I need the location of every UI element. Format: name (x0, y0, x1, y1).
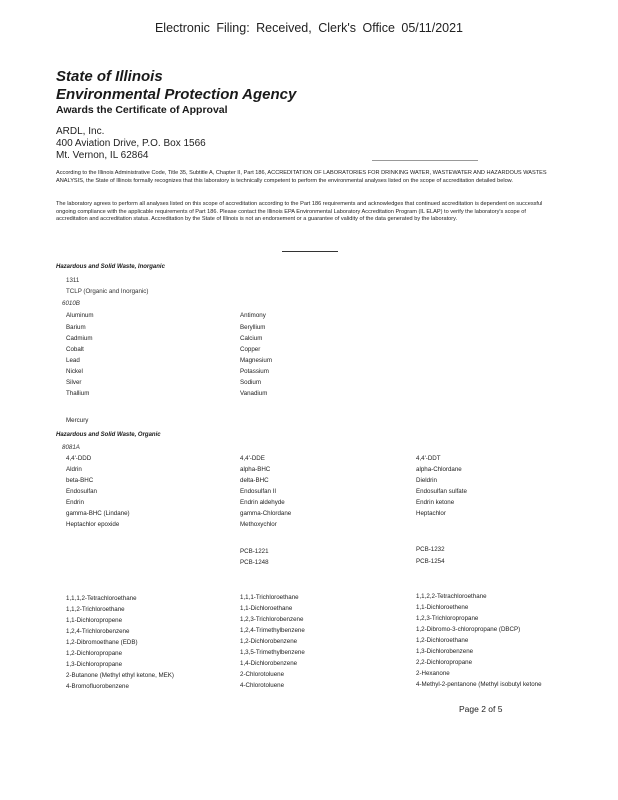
analyte: Cobalt (66, 346, 84, 353)
analyte: Antimony (240, 312, 266, 319)
analyte: Endrin (66, 499, 84, 506)
accreditation-paragraph: According to the Illinois Administrative Code, Title 35, Subtitle A, Chapter II, Part 186, ACCREDITATION OF LABORATORIES FOR DRINKING WATER, WASTEWATER AND HAZARDOUS WASTES ANALYSIS, the State of Illinois formally recognizes that this laboratory is technically competent to perform the environmental analyses listed on the scope of accreditation detailed below. (56, 170, 547, 184)
analyte: 1,1,1,2-Tetrachloroethane (66, 595, 137, 602)
analyte: PCB-1254 (416, 558, 445, 565)
analyte: 4,4'-DDD (66, 455, 92, 462)
analyte: alpha-Chlordane (416, 466, 462, 473)
signature-line (372, 160, 478, 161)
analyte: 1,1-Dichloroethane (240, 605, 293, 612)
state-title: State of Illinois (56, 68, 163, 85)
analyte: 4,4'-DDT (416, 455, 441, 462)
analyte: Potassium (240, 368, 269, 375)
analyte: 2-Hexanone (416, 670, 450, 677)
analyte: 1,2,4-Trichlorobenzene (66, 628, 130, 635)
lab-city: Mt. Vernon, IL 62864 (56, 150, 149, 161)
analyte: Copper (240, 346, 261, 353)
analyte: Endrin aldehyde (240, 499, 285, 506)
analyte: 1,2,3-Trichloropropane (416, 615, 479, 622)
analyte: gamma-BHC (Lindane) (66, 510, 130, 517)
section-title-organic: Hazardous and Solid Waste, Organic (56, 432, 161, 438)
analyte: Cadmium (66, 335, 93, 342)
analyte: PCB-1232 (416, 546, 445, 553)
analyte: Vanadium (240, 390, 268, 397)
analyte: 1,2-Dibromo-3-chloropropane (DBCP) (416, 626, 521, 633)
analyte: Silver (66, 379, 82, 386)
analyte: Thallium (66, 390, 90, 397)
analyte: Aluminum (66, 312, 94, 319)
filing-header: Electronic Filing: Received, Clerk's Office 05/11/2021 (154, 21, 464, 35)
analyte: Heptachlor (416, 510, 446, 517)
analyte: 1,3-Dichlorobenzene (416, 648, 474, 655)
analyte: Beryllium (240, 324, 266, 331)
lab-address: 400 Aviation Drive, P.O. Box 1566 (56, 138, 206, 149)
analyte: PCB-1221 (240, 548, 269, 555)
analyte: Mercury (66, 417, 89, 424)
analyte: Aldrin (66, 466, 82, 473)
analyte: Nickel (66, 368, 83, 375)
analyte: Dieldrin (416, 477, 437, 484)
analyte: Endosulfan (66, 488, 97, 495)
analyte: Endosulfan sulfate (416, 488, 467, 495)
analyte: Lead (66, 357, 80, 364)
analyte: Heptachlor epoxide (66, 521, 120, 528)
analyte: 1,2,3-Trichlorobenzene (240, 616, 304, 623)
analyte: 1,2,4-Trimethylbenzene (240, 627, 305, 634)
analyte: delta-BHC (240, 477, 269, 484)
awards-line: Awards the Certificate of Approval (56, 104, 228, 116)
analyte: 1,2-Dichlorobenzene (240, 638, 298, 645)
analyte: 4-Bromofluorobenzene (66, 683, 129, 690)
analyte: 1,2-Dichloropropane (66, 650, 123, 657)
analyte: 2-Chlorotoluene (240, 671, 285, 678)
analyte: 1,2-Dibromoethane (EDB) (66, 639, 138, 646)
page-number: Page 2 of 5 (459, 704, 503, 714)
method-code: 1311 (66, 277, 80, 284)
analyte: 2,2-Dichloropropane (416, 659, 473, 666)
analyte: gamma-Chlordane (240, 510, 292, 517)
analyte: Calcium (240, 335, 263, 342)
lab-name: ARDL, Inc. (56, 126, 105, 137)
method-code: 6010B (62, 300, 80, 307)
method-code: 8081A (62, 444, 80, 451)
analyte: 1,1,2-Trichloroethane (66, 606, 125, 613)
analyte: 4,4'-DDE (240, 455, 265, 462)
analyte: beta-BHC (66, 477, 94, 484)
section-title-inorganic: Hazardous and Solid Waste, Inorganic (56, 264, 165, 270)
method-description: TCLP (Organic and Inorganic) (66, 288, 149, 295)
analyte: 1,3,5-Trimethylbenzene (240, 649, 305, 656)
analyte: 1,1-Dichloropropene (66, 617, 123, 624)
analyte: 1,1,2,2-Tetrachloroethane (416, 593, 487, 600)
divider (282, 251, 338, 252)
agency-title: Environmental Protection Agency (56, 86, 297, 103)
analyte: 1,1,1-Trichloroethane (240, 594, 299, 601)
analyte: 2-Butanone (Methyl ethyl ketone, MEK) (66, 672, 174, 679)
analyte: Endosulfan II (240, 488, 277, 495)
analyte: 1,3-Dichloropropane (66, 661, 123, 668)
analyte: alpha-BHC (240, 466, 271, 473)
analyte: 4-Chlorotoluene (240, 682, 285, 689)
analyte: 1,1-Dichloroethene (416, 604, 469, 611)
analyte: Magnesium (240, 357, 272, 364)
analyte: 4-Methyl-2-pentanone (Methyl isobutyl ketone (416, 681, 542, 688)
analyte: Barium (66, 324, 86, 331)
agreement-paragraph: The laboratory agrees to perform all analyses listed on this scope of accreditation according to the Part 186 requirements and acknowledges that continued accreditation is dependent on successful ongoing compliance with the applicable requirements of Part 186. Please contact the Illinois EPA Environmental Laboratory Accreditation Program (IL ELAP) to verify the laboratory's scope of accreditation and accreditation status. Accreditation by the State of Illinois is not an endorsement or a guarantee of validity of the data generated by the laboratory. (56, 201, 543, 223)
analyte: 1,2-Dichloroethane (416, 637, 469, 644)
analyte: 1,4-Dichlorobenzene (240, 660, 298, 667)
analyte: Methoxychlor (240, 521, 277, 528)
analyte: PCB-1248 (240, 559, 269, 566)
analyte: Sodium (240, 379, 261, 386)
analyte: Endrin ketone (416, 499, 455, 506)
